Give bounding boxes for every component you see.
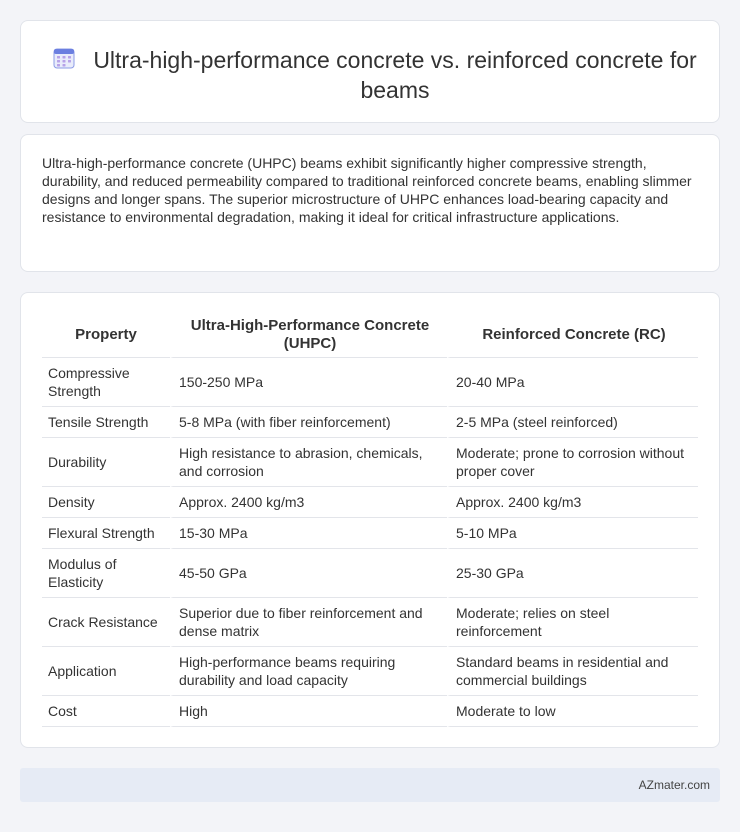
uhpc-cell: 5-8 MPa (with fiber reinforcement) xyxy=(170,407,447,438)
column-header-uhpc: Ultra-High-Performance Concrete (UHPC) xyxy=(170,313,447,358)
uhpc-cell: 45-50 GPa xyxy=(170,549,447,598)
uhpc-cell: 15-30 MPa xyxy=(170,518,447,549)
comparison-table-card xyxy=(20,292,720,748)
intro-paragraph: Ultra-high-performance concrete (UHPC) beams exhibit significantly higher compressive strength, durability, and reduced permeability compared to traditional reinforced concrete beams, enabling slimmer designs and longer spans. The superior microstructure of UHPC enhances load-bearing capacity and resistance to environmental degradation, making it ideal for critical infrastructure applications. xyxy=(42,155,692,225)
table-row xyxy=(42,518,698,549)
table-header-row xyxy=(42,313,698,358)
rc-cell: Moderate to low xyxy=(447,696,698,727)
table-row xyxy=(42,407,698,438)
uhpc-cell: 150-250 MPa xyxy=(170,358,447,407)
property-cell: Compressive Strength xyxy=(42,358,170,407)
uhpc-cell: Superior due to fiber reinforcement and dense matrix xyxy=(170,598,447,647)
property-cell: Density xyxy=(42,487,170,518)
table-row xyxy=(42,598,698,647)
uhpc-cell: High resistance to abrasion, chemicals, and corrosion xyxy=(170,438,447,487)
property-cell: Flexural Strength xyxy=(42,518,170,549)
page-title: Ultra-high-performance concrete vs. reinforced concrete for beams xyxy=(93,47,697,103)
property-cell: Application xyxy=(42,647,170,696)
property-cell: Crack Resistance xyxy=(42,598,170,647)
table-row xyxy=(42,549,698,598)
table-row xyxy=(42,438,698,487)
rc-cell: Moderate; relies on steel reinforcement xyxy=(447,598,698,647)
footer-brand-link[interactable]: AZmater.com xyxy=(638,778,710,792)
intro-card xyxy=(20,134,720,272)
footer-bar xyxy=(20,768,720,802)
property-cell: Tensile Strength xyxy=(42,407,170,438)
property-cell: Durability xyxy=(42,438,170,487)
comparison-table xyxy=(42,313,698,727)
column-header-property: Property xyxy=(42,313,170,358)
rc-cell: Standard beams in residential and commercial buildings xyxy=(447,647,698,696)
property-cell: Cost xyxy=(42,696,170,727)
table-row xyxy=(42,487,698,518)
rc-cell: 5-10 MPa xyxy=(447,518,698,549)
table-row xyxy=(42,647,698,696)
property-cell: Modulus of Elasticity xyxy=(42,549,170,598)
rc-cell: 2-5 MPa (steel reinforced) xyxy=(447,407,698,438)
column-header-rc: Reinforced Concrete (RC) xyxy=(447,313,698,358)
rc-cell: 20-40 MPa xyxy=(447,358,698,407)
uhpc-cell: High-performance beams requiring durability and load capacity xyxy=(170,647,447,696)
table-row xyxy=(42,696,698,727)
rc-cell: Moderate; prone to corrosion without proper cover xyxy=(447,438,698,487)
table-row xyxy=(42,358,698,407)
rc-cell: Approx. 2400 kg/m3 xyxy=(447,487,698,518)
rc-cell: 25-30 GPa xyxy=(447,549,698,598)
uhpc-cell: High xyxy=(170,696,447,727)
title-card xyxy=(20,20,720,123)
uhpc-cell: Approx. 2400 kg/m3 xyxy=(170,487,447,518)
